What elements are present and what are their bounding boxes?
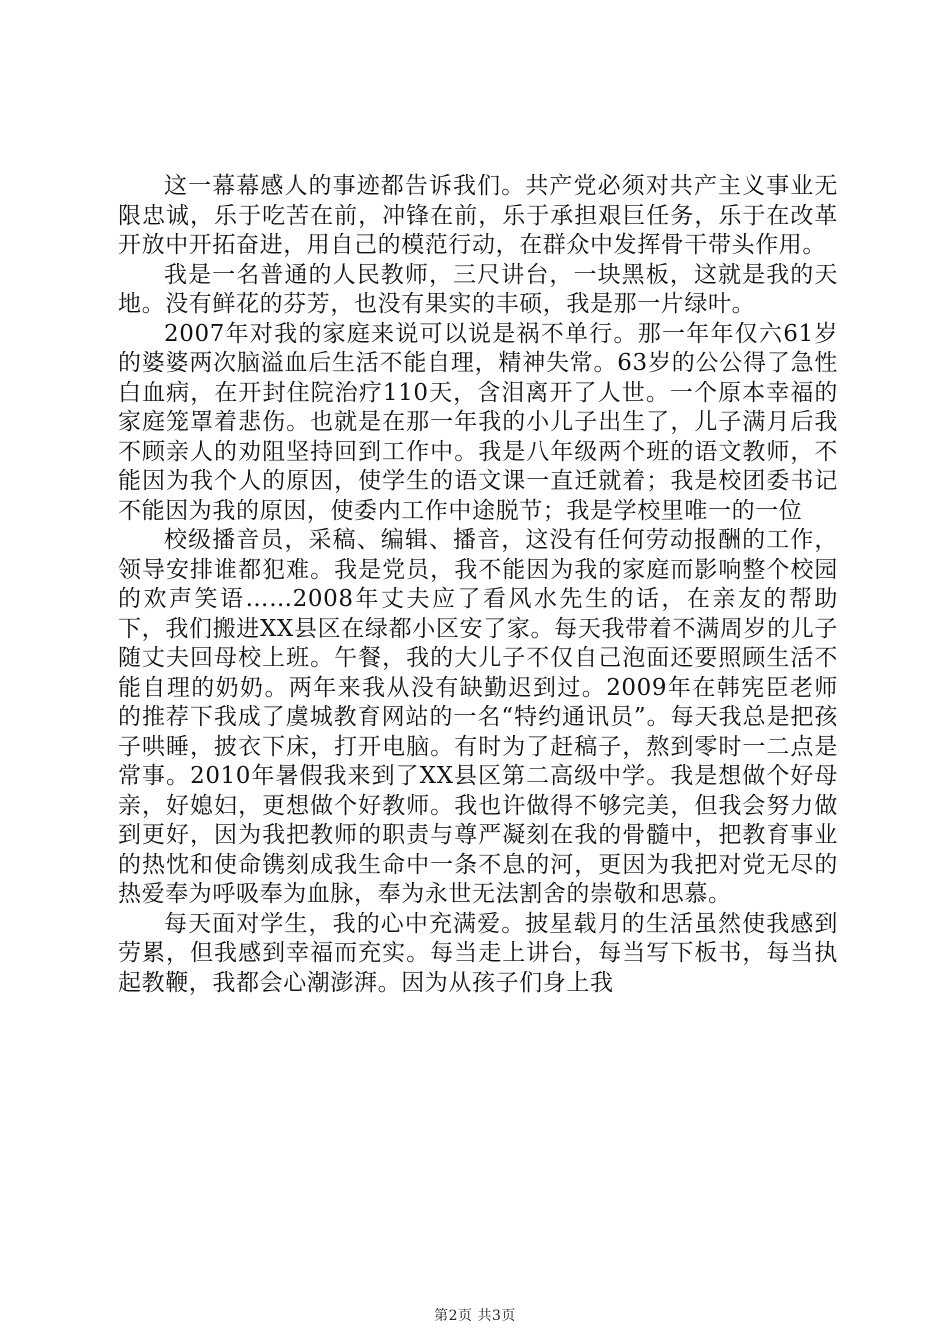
- page-footer: 第2页 共3页: [434, 1308, 516, 1324]
- paragraph: 我是一名普通的人民教师，三尺讲台，一块黑板，这就是我的天地。没有鲜花的芬芳，也没有果实的丰硕，我是那一片绿叶。: [118, 261, 838, 317]
- paragraph: 校级播音员，采稿、编辑、播音，这没有任何劳动报酬的工作，领导安排谁都犯难。我是党员，我不能因为我的家庭而影响整个校园的欢声笑语……2008年丈夫应了看风水先生的话，在亲友的帮助下，我们搬进XX县区在绿都小区安了家。每天我带着不满周岁的儿子随丈夫回母校上班。午餐，我的大儿子不仅自己泡面还要照顾生活不能自理的奶奶。两年来我从没有缺勤迟到过。2009年在韩宪臣老师的推荐下我成了虞城教育网站的一名“特约通讯员”。每天我总是把孩子哄睡，披衣下床，打开电脑。有时为了赶稿子，熬到零时一二点是常事。2010年暑假我来到了XX县区第二高级中学。我是想做个好母亲，好媳妇，更想做个好教师。我也许做得不够完美，但我会努力做到更好，因为我把教师的职责与尊严凝刻在我的骨髓中，把教育事业的热忱和使命镌刻成我生命中一条不息的河，更因为我把对党无尽的热爱奉为呼吸奉为血脉，奉为永世无法割舍的崇敬和思慕。: [118, 527, 838, 907]
- paragraph: 这一幕幕感人的事迹都告诉我们。共产党必须对共产主义事业无限忠诚，乐于吃苦在前，冲锋在前，乐于承担艰巨任务，乐于在改革开放中开拓奋进，用自己的模范行动，在群众中发挥骨干带头作用。: [118, 173, 838, 258]
- document-body: [118, 172, 838, 998]
- paragraph: 每天面对学生，我的心中充满爱。披星载月的生活虽然使我感到劳累，但我感到幸福而充实。每当走上讲台，每当写下板书，每当执起教鞭，我都会心潮澎湃。因为从孩子们身上我: [118, 910, 838, 996]
- paragraph: 2007年对我的家庭来说可以说是祸不单行。那一年年仅六61岁的婆婆两次脑溢血后生活不能自理，精神失常。63岁的公公得了急性白血病，在开封住院治疗110天，含泪离开了人世。一个原本幸福的家庭笼罩着悲伤。也就是在那一年我的小儿子出生了，儿子满月后我不顾亲人的劝阻坚持回到工作中。我是八年级两个班的语文教师，不能因为我个人的原因，使学生的语文课一直迁就着；我是校团委书记不能因为我的原因，使委内工作中途脱节；我是学校里唯一的一位: [118, 320, 838, 524]
